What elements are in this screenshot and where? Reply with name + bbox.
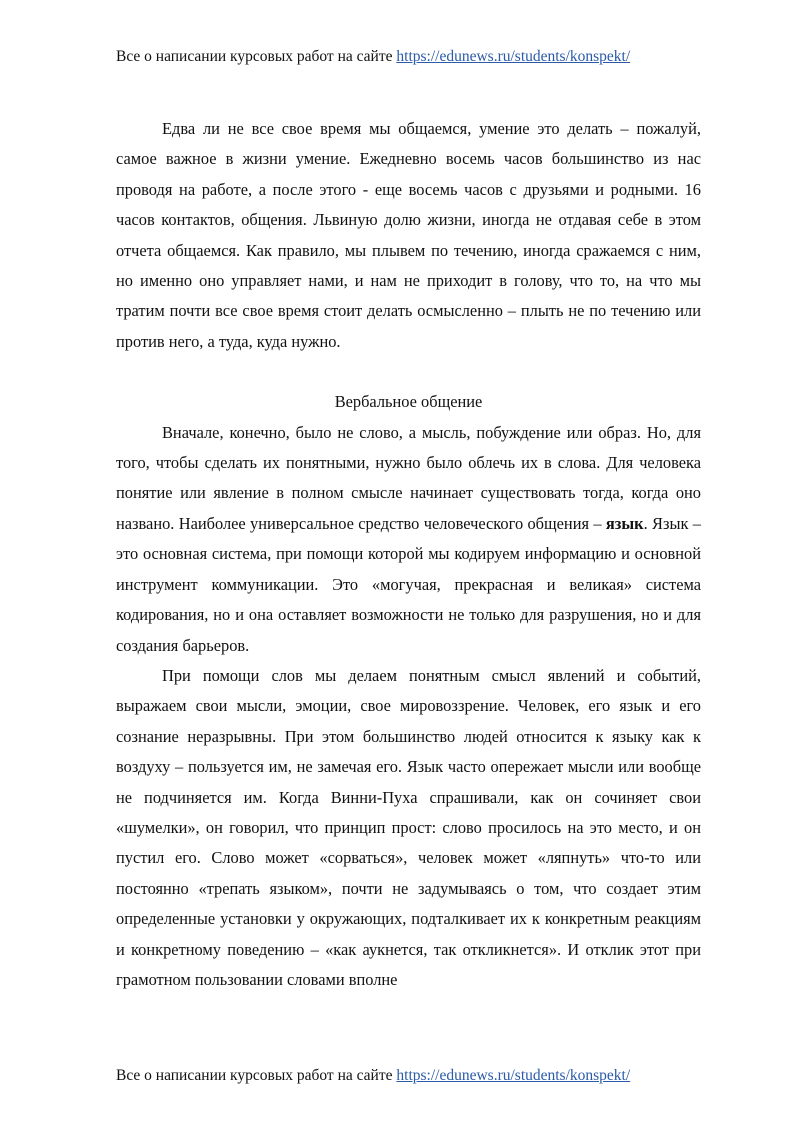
paragraph-verbal-text-1: Вначале, конечно, было не слово, а мысль, побуждение или образ. Но, для того, чтобы сделать их понятными, нужно было облечь их в слова. Для человека понятие или явление в полном смысле начинает существовать тогда, когда оно названо. Наиболее универсальное средство человеческого общения – xyxy=(116,422,701,533)
header-link[interactable]: https://edunews.ru/students/konspekt/ xyxy=(396,48,631,65)
paragraph-intro: Едва ли не все свое время мы общаемся, умение это делать – пожалуй, самое важное в жизни умение. Ежедневно восемь часов большинство из нас проводя на работе, а после этого - еще восемь часов с друзьями и родными. 16 часов контактов, общения. Львиную долю жизни, иногда не отдавая себе в этом отчета общаемся. Как правило, мы плывем по течению, иногда сражаемся с ним, но именно оно управляет нами, и нам не приходит в голову, что то, на что мы тратим почти все свое время стоит делать осмысленно – плыть не по течению или против него, а туда, куда нужно. xyxy=(116,119,701,351)
paragraph-words: При помощи слов мы делаем понятным смысл явлений и событий, выражаем свои мысли, эмоции, свое мировоззрение. Человек, его язык и его сознание неразрывны. При этом большинство людей относится к языку как к воздуху – пользуется им, не замечая его. Язык часто опережает мысли или вообще не подчиняется им. Когда Винни-Пуха спрашивали, как он сочиняет свои «шумелки», он говорил, что принцип прост: слово просилось на это место, и он пустил его. Слово может «сорваться», человек может «ляпнуть» что-то или постоянно «трепать языком», почти не задумываясь о том, что создает этим определенные установки у окружающих, подталкивает их к конкретным реакциям и конкретному поведению – «как аукнется, так откликнется». И отклик этот при грамотном пользовании словами вполне xyxy=(116,665,701,989)
bold-term-language: язык xyxy=(605,513,644,533)
footer-link[interactable]: https://edunews.ru/students/konspekt/ xyxy=(396,1067,631,1084)
footer-text: Все о написании курсовых работ на сайте xyxy=(116,1067,397,1084)
paragraph-verbal-text-2: . Язык – это основная система, при помощи которой мы кодируем информацию и основной инструмент коммуникации. Это «могучая, прекрасная и великая» система кодирования, но и она оставляет возможности не только для разрушения, но и для создания барьеров. xyxy=(116,513,701,655)
document-body xyxy=(116,114,701,995)
page-header xyxy=(116,47,630,67)
paragraph-verbal xyxy=(116,418,701,661)
header-text: Все о написании курсовых работ на сайте xyxy=(116,48,397,65)
section-heading: Вербальное общение xyxy=(334,392,483,412)
page-footer xyxy=(116,1066,630,1086)
